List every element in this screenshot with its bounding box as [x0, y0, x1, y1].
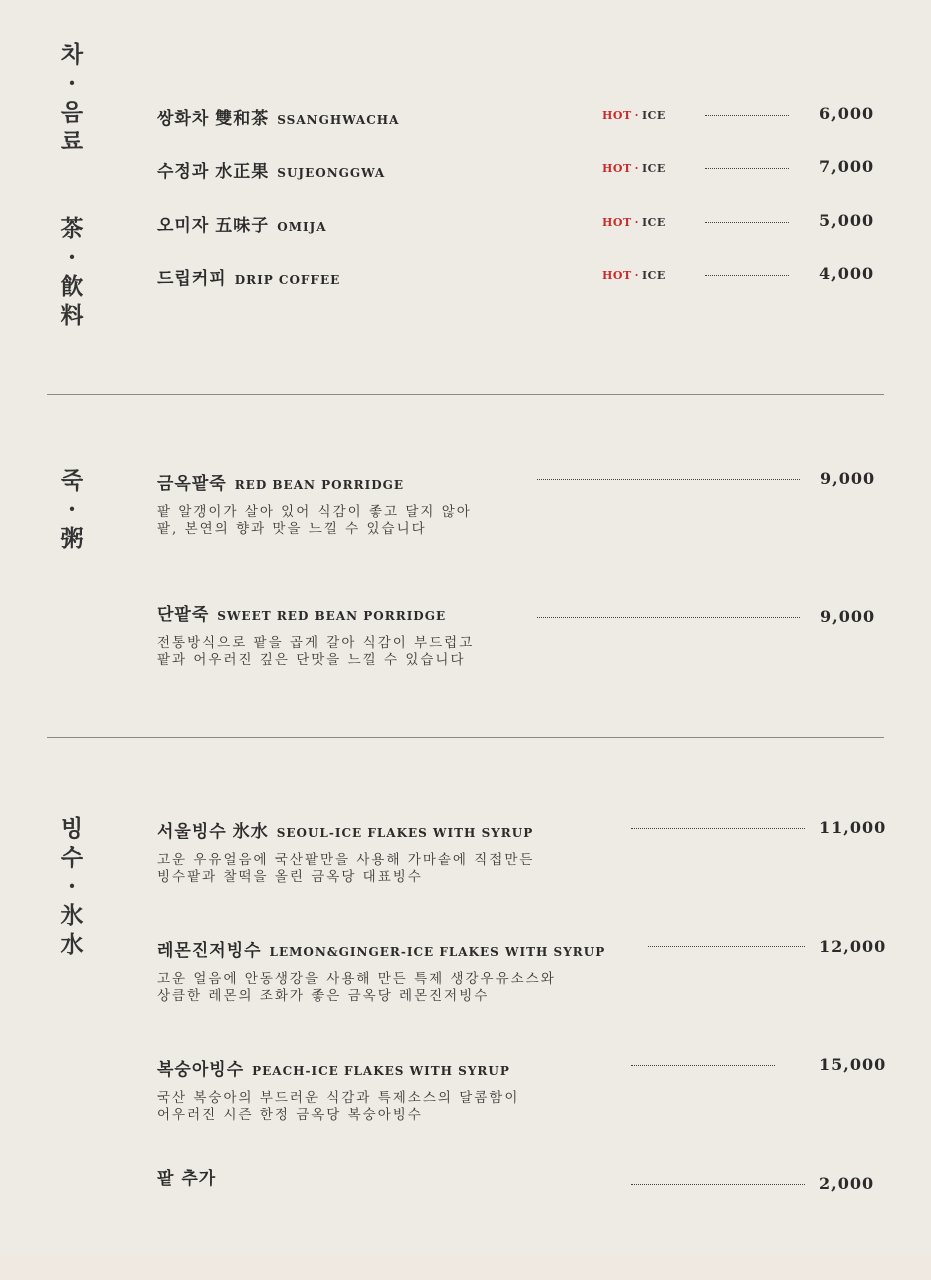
dot-leader — [705, 222, 789, 223]
title-char: · — [67, 873, 76, 900]
item-description — [157, 971, 605, 1005]
hot-label: HOT — [602, 216, 632, 229]
item-name: 레몬진저빙수 — [157, 941, 262, 961]
desc-line: 팥과 어우러진 깊은 단맛을 느낄 수 있습니다 — [157, 652, 466, 668]
desc-line: 국산 복숭아의 부드러운 식감과 특제소스의 달콤함이 — [157, 1090, 520, 1106]
dot-leader — [631, 828, 805, 829]
separator: · — [634, 162, 640, 175]
item-price: 7,000 — [819, 157, 875, 176]
hot-ice-option — [602, 109, 666, 122]
dot-leader — [705, 275, 789, 276]
menu-item-seoul-bingsu — [157, 817, 534, 886]
dot-leader — [648, 946, 805, 947]
item-description — [157, 504, 472, 538]
desc-line: 어우러진 시즌 한정 금옥당 복숭아빙수 — [157, 1107, 423, 1123]
desc-line: 팥, 본연의 향과 맛을 느낄 수 있습니다 — [157, 521, 427, 537]
dot-leader — [705, 115, 789, 116]
separator: · — [634, 109, 640, 122]
item-name: 오미자 — [157, 216, 210, 236]
hot-ice-option — [602, 269, 666, 282]
menu-item-drip-coffee — [157, 264, 340, 289]
dot-leader — [705, 168, 789, 169]
item-name-row — [157, 817, 534, 842]
item-english: PEACH-ICE FLAKES WITH SYRUP — [252, 1064, 510, 1078]
title-char: 氷 — [60, 902, 84, 929]
item-price: 11,000 — [819, 818, 887, 837]
title-char: 료 — [60, 128, 84, 155]
item-english: SSANGHWACHA — [277, 113, 400, 127]
item-description — [157, 1090, 519, 1124]
hot-label: HOT — [602, 269, 632, 282]
menu-item-ssanghwacha — [157, 104, 399, 129]
item-hanja: 雙和茶 — [215, 109, 270, 129]
item-name-row — [157, 600, 474, 625]
item-description — [157, 635, 474, 669]
title-char: 죽 — [60, 467, 84, 494]
hot-label: HOT — [602, 162, 632, 175]
section-divider — [47, 394, 884, 395]
section-divider — [47, 737, 884, 738]
item-english: OMIJA — [277, 220, 327, 234]
dot-leader — [537, 617, 800, 618]
title-char: · — [67, 496, 76, 523]
item-english: LEMON&GINGER-ICE FLAKES WITH SYRUP — [269, 945, 606, 959]
title-char: 수 — [60, 844, 84, 871]
item-english: SUJEONGGWA — [277, 166, 386, 180]
item-hanja: 水正果 — [215, 162, 270, 182]
hot-label: HOT — [602, 109, 632, 122]
dot-leader — [631, 1065, 775, 1066]
item-name: 드립커피 — [157, 269, 227, 289]
item-name-row — [157, 936, 605, 961]
item-name-row — [157, 469, 472, 494]
item-price: 5,000 — [819, 211, 875, 230]
item-description — [157, 852, 534, 886]
item-name-row — [157, 211, 327, 236]
item-name-row — [157, 104, 399, 129]
menu-item-lemon-ginger-bingsu — [157, 936, 605, 1005]
title-char: 飮 — [60, 273, 84, 300]
item-price: 15,000 — [819, 1055, 887, 1074]
title-char: 음 — [60, 99, 84, 126]
item-name-row — [157, 1164, 216, 1189]
dot-leader — [537, 479, 800, 480]
item-name-row — [157, 157, 385, 182]
dot-leader — [631, 1184, 805, 1185]
menu-item-peach-bingsu — [157, 1055, 519, 1124]
item-hanja: 氷水 — [232, 822, 269, 842]
menu-item-red-bean-porridge — [157, 469, 472, 538]
item-name: 수정과 — [157, 162, 210, 182]
separator: · — [634, 216, 640, 229]
title-char: 茶 — [60, 215, 84, 242]
hot-ice-option — [602, 216, 666, 229]
section-title-porridge — [58, 466, 86, 553]
ice-label: ICE — [642, 109, 666, 122]
section-title-tea — [58, 40, 86, 156]
desc-line: 빙수팥과 찰떡을 올린 금옥당 대표빙수 — [157, 869, 423, 885]
ice-label: ICE — [642, 269, 666, 282]
title-char: 빙 — [60, 815, 84, 842]
item-name-row — [157, 264, 340, 289]
title-char: · — [67, 244, 76, 271]
item-price: 6,000 — [819, 104, 875, 123]
item-hanja: 五味子 — [215, 216, 270, 236]
section-title-bingsu — [58, 814, 86, 959]
item-price: 9,000 — [820, 607, 876, 626]
item-name: 단팥죽 — [157, 605, 210, 625]
title-char: 水 — [60, 931, 84, 958]
item-english: SEOUL-ICE FLAKES WITH SYRUP — [276, 826, 534, 840]
item-name-row — [157, 1055, 519, 1080]
item-price: 2,000 — [819, 1174, 875, 1193]
item-name: 복숭아빙수 — [157, 1060, 245, 1080]
menu-item-sujeonggwa — [157, 157, 385, 182]
title-char: 차 — [60, 41, 84, 68]
item-english: DRIP COFFEE — [234, 273, 341, 287]
desc-line: 고운 얼음에 안동생강을 사용해 만든 특제 생강우유소스와 — [157, 971, 556, 987]
desc-line: 상큼한 레몬의 조화가 좋은 금옥당 레몬진저빙수 — [157, 988, 490, 1004]
bottom-band — [0, 1255, 931, 1280]
menu-item-extra-red-bean — [157, 1164, 216, 1189]
item-name: 금옥팥죽 — [157, 474, 227, 494]
item-price: 12,000 — [819, 937, 887, 956]
item-price: 9,000 — [820, 469, 876, 488]
item-name: 서울빙수 — [157, 822, 227, 842]
hot-ice-option — [602, 162, 666, 175]
desc-line: 팥 알갱이가 살아 있어 식감이 좋고 달지 않아 — [157, 504, 472, 520]
menu-item-omija — [157, 211, 327, 236]
title-char: 料 — [60, 302, 84, 329]
desc-line: 고운 우유얼음에 국산팥만을 사용해 가마솥에 직접만든 — [157, 852, 535, 868]
section-title-tea-hanja — [58, 214, 86, 330]
item-english: RED BEAN PORRIDGE — [234, 478, 404, 492]
title-char: · — [67, 70, 76, 97]
ice-label: ICE — [642, 216, 666, 229]
item-name: 팥 추가 — [157, 1169, 217, 1189]
item-name: 쌍화차 — [157, 109, 210, 129]
desc-line: 전통방식으로 팥을 곱게 갈아 식감이 부드럽고 — [157, 635, 475, 651]
menu-item-sweet-red-bean-porridge — [157, 600, 474, 669]
item-english: SWEET RED BEAN PORRIDGE — [217, 609, 447, 623]
item-price: 4,000 — [819, 264, 875, 283]
ice-label: ICE — [642, 162, 666, 175]
title-char: 粥 — [60, 525, 84, 552]
separator: · — [634, 269, 640, 282]
